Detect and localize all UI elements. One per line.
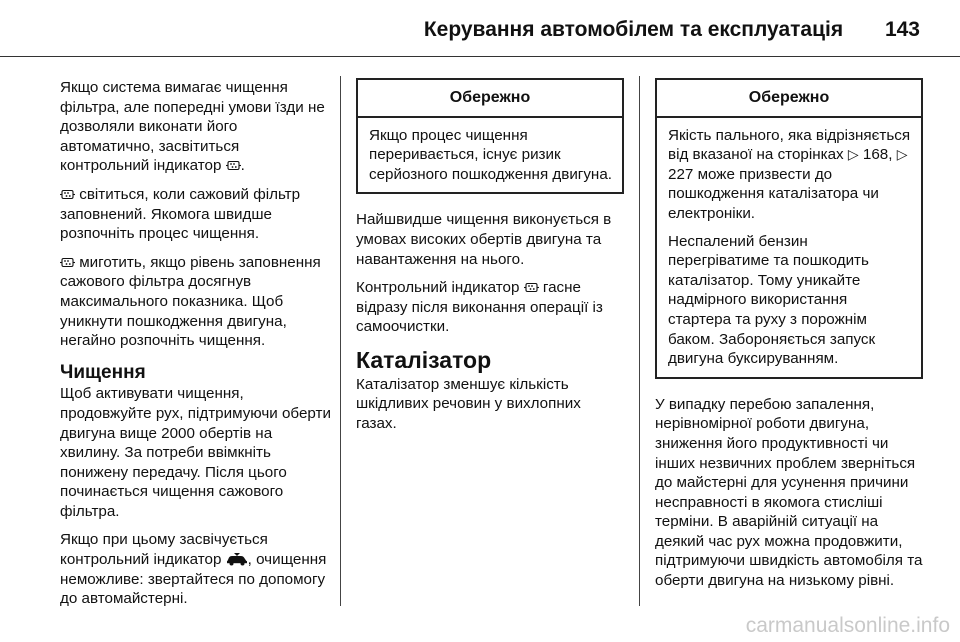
paragraph: Контрольний індикатор гасне відразу після виконання операції із самоочистки. — [356, 279, 603, 336]
filter-icon — [60, 256, 75, 269]
section-heading: Чищення — [60, 361, 146, 383]
paragraph: Якщо при цьому засвічується контрольний індикатор , очищення неможливе: звертайтеся по допомогу до автомайстерні. — [60, 531, 327, 608]
caution-body — [657, 118, 921, 377]
page-reference-link[interactable]: 227 — [668, 165, 694, 183]
paragraph: Якщо система вимагає чищення фільтра, але попередні умови їзди не дозволяли виконати його автоматично, засвітиться контрольний індикатор . — [60, 79, 325, 175]
page-header-title: Керування автомобілем та експлуатація — [423, 18, 844, 41]
caution-title: Обережно — [657, 80, 921, 118]
filter-icon — [226, 159, 241, 172]
caution-text: Якщо процес чищення переривається, існує ризик серйозного пошкодження двигуна. — [369, 126, 612, 183]
paragraph: світиться, коли сажовий фільтр заповнений. Якомога швидше розпочніть процес чищення. — [60, 185, 301, 243]
header-divider — [0, 56, 960, 57]
section-heading: Каталізатор — [356, 346, 492, 373]
paragraph: Щоб активувати чищення, продовжуйте рух, підтримуючи оберти двигуна вище 2000 обертів на хвилину. За потреби ввімкніть понижену передачу. Після цього починається чищення сажового фільтра. — [60, 385, 331, 520]
page-reference-link[interactable]: 168 — [862, 146, 889, 164]
caution-box — [356, 78, 624, 194]
caution-title: Обережно — [358, 80, 622, 118]
watermark: carmanualsonline.info — [745, 614, 950, 637]
column-2 — [356, 78, 624, 442]
column-3 — [655, 78, 923, 600]
page-number: 143 — [884, 18, 920, 41]
column-divider-1 — [340, 76, 341, 606]
paragraph: Каталізатор зменшує кількість шкідливих речовин у вихлопних газах. — [356, 375, 581, 432]
paragraph: Найшвидше чищення виконується в умовах високих обертів двигуна та навантаження на нього. — [356, 211, 612, 268]
filter-icon — [60, 188, 75, 201]
caution-text: Неспалений бензин перегріватиме та пошкодить каталізатор. Тому уникайте надмірного використання стартера та руху з порожнім баком. Забороняється запуск двигуна буксируванням. — [668, 232, 876, 368]
triangle-reference-icon: ▷ — [847, 146, 859, 163]
paragraph: У випадку перебою запалення, нерівномірної роботи двигуна, зниження його продуктивності чи інших незвичних проблем зверніться до майстерні для усунення причини несправності в якомога стисліші терміни. В аварійній ситуації на деякий час рух можна продовжити, підтримуючи швидкість автомобіля та оберти двигуна на низькому рівні. — [655, 395, 923, 590]
service-vehicle-icon — [226, 552, 248, 566]
caution-box — [655, 78, 923, 379]
caution-body — [358, 118, 622, 193]
column-divider-2 — [639, 76, 640, 606]
paragraph: миготить, якщо рівень заповнення сажового фільтра досягнув максимального показника. Щоб уникнути пошкодження двигуна, негайно розпочніть чищення. — [60, 253, 321, 350]
column-1 — [60, 78, 332, 618]
page-header — [424, 18, 920, 42]
triangle-reference-icon: ▷ — [896, 146, 908, 163]
caution-text: Якість пального, яка відрізняється від вказаної на сторінках ▷ 168, ▷ 227 може призвести до пошкодження каталізатора чи електроніки. — [668, 126, 911, 222]
filter-icon — [524, 281, 539, 294]
